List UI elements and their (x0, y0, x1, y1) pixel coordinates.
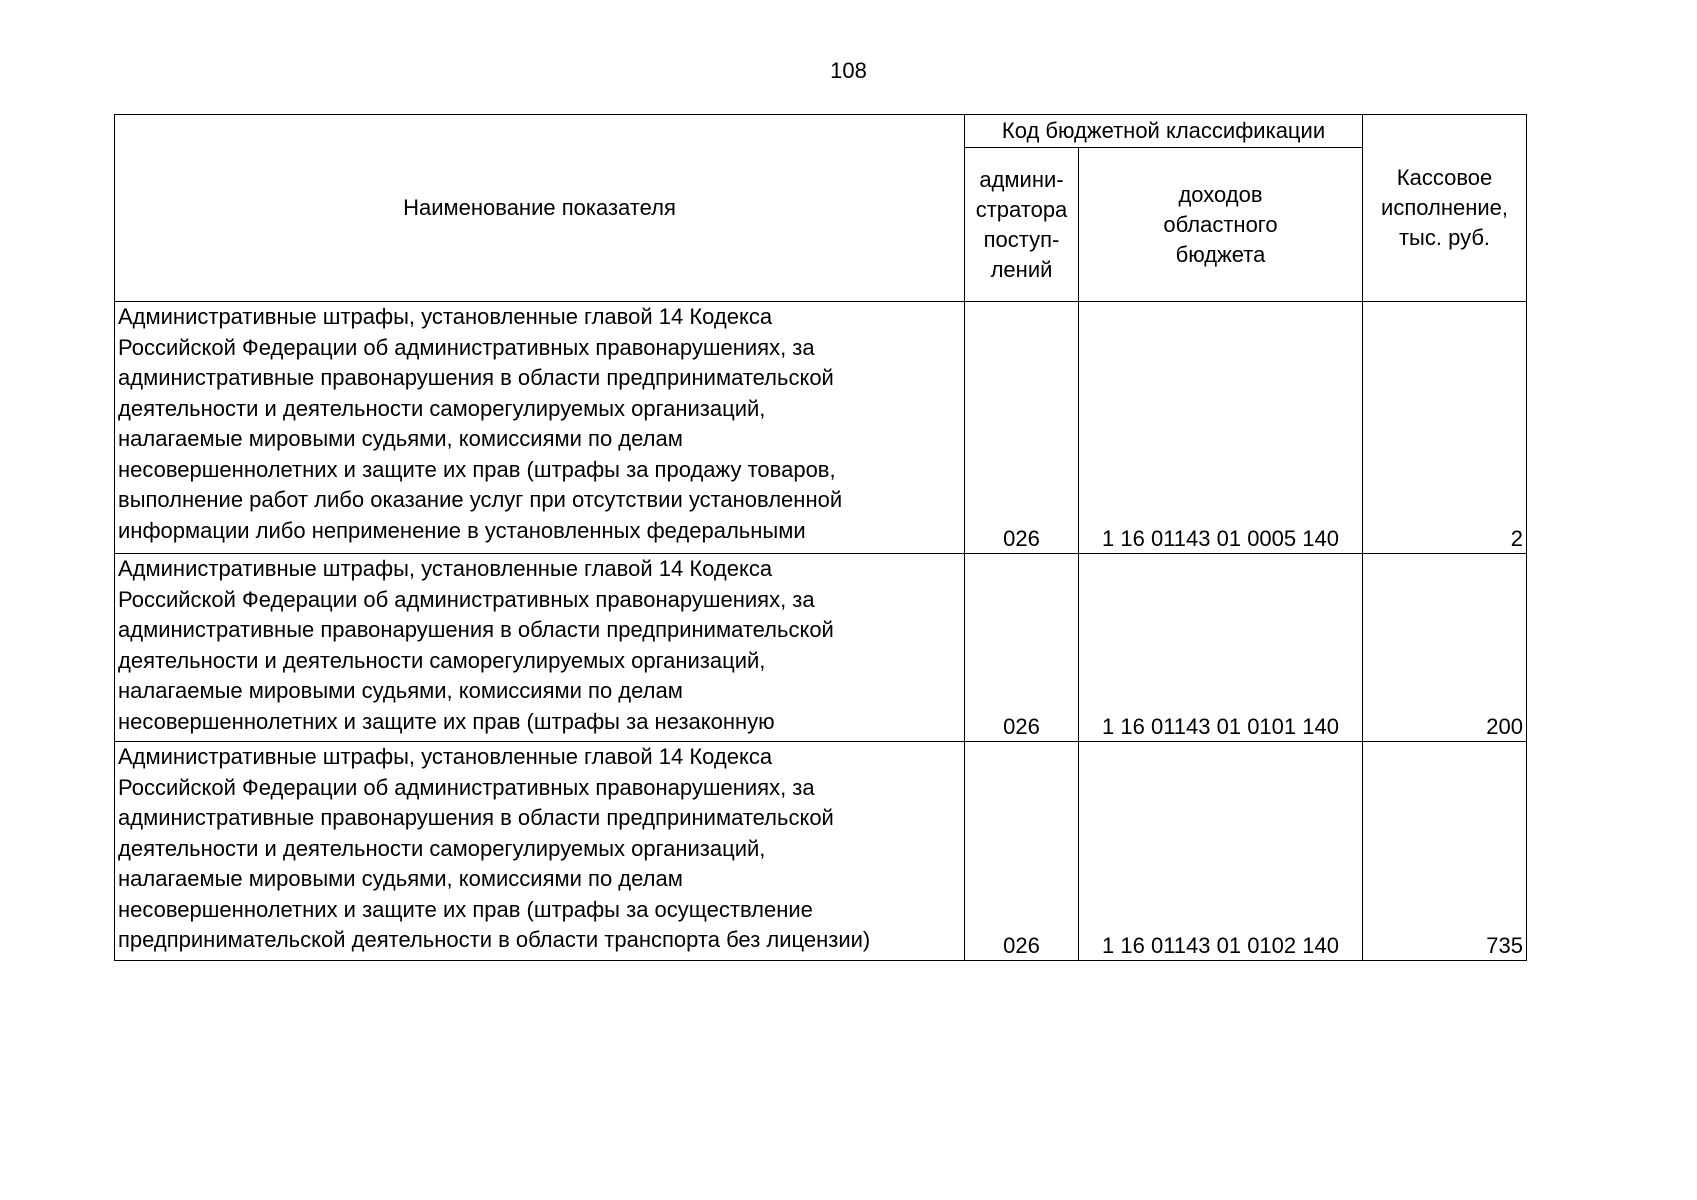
table-row (115, 302, 1527, 554)
row-execution-value: 200 (1363, 554, 1527, 742)
name-line: деятельности и деятельности саморегулируемых организаций, (118, 835, 766, 861)
name-line: Административные штрафы, установленные главой 14 Кодекса (118, 744, 773, 769)
name-line: Административные штрафы, установленные главой 14 Кодекса (118, 304, 773, 329)
row-admin-code: 026 (965, 742, 1079, 961)
name-line: несовершеннолетних и защите их прав (штрафы за осуществление (118, 896, 813, 922)
row-income-code: 1 16 01143 01 0102 140 (1079, 742, 1363, 961)
page-number: 108 (830, 58, 867, 83)
row-execution-value: 2 (1363, 302, 1527, 554)
row-income-code: 1 16 01143 01 0101 140 (1079, 554, 1363, 742)
name-line: несовершеннолетних и защите их прав (штрафы за продажу товаров, (118, 456, 836, 482)
header-code-group: Код бюджетной классификации (965, 115, 1363, 148)
header-income: доходов областного бюджета (1079, 148, 1363, 302)
name-line: Российской Федерации об административных правонарушениях, за (118, 774, 815, 800)
row-name (115, 302, 965, 554)
name-line: предпринимательской деятельности в области транспорта без лицензии) (118, 927, 871, 952)
header-name: Наименование показателя (115, 115, 965, 302)
name-line: налагаемые мировыми судьями, комиссиями по делам (118, 866, 683, 891)
name-line: административные правонарушения в области предпринимательской (118, 805, 834, 830)
header-execution: Кассовое исполнение, тыс. руб. (1363, 115, 1527, 302)
name-line: деятельности и деятельности саморегулируемых организаций, (118, 395, 766, 421)
name-line: несовершеннолетних и защите их прав (штрафы за незаконную (118, 708, 775, 734)
name-line: Административные штрафы, установленные главой 14 Кодекса (118, 556, 773, 581)
table-row (115, 742, 1527, 961)
header-admin: админи- стратора поступ- лений (965, 148, 1079, 302)
name-line: административные правонарушения в области предпринимательской (118, 617, 834, 642)
row-income-code: 1 16 01143 01 0005 140 (1079, 302, 1363, 554)
name-line: Российской Федерации об административных правонарушениях, за (118, 586, 815, 612)
header-row (115, 115, 1527, 148)
row-name (115, 554, 965, 742)
name-line: налагаемые мировыми судьями, комиссиями по делам (118, 426, 683, 451)
name-line: выполнение работ либо оказание услуг при отсутствии установленной (118, 487, 843, 512)
name-line: информации либо неприменение в установленных федеральными (118, 517, 806, 543)
name-line: Российской Федерации об административных правонарушениях, за (118, 334, 815, 360)
name-line: налагаемые мировыми судьями, комиссиями по делам (118, 678, 683, 703)
row-admin-code: 026 (965, 302, 1079, 554)
name-line: деятельности и деятельности саморегулируемых организаций, (118, 647, 766, 673)
budget-table (114, 114, 1527, 961)
name-line: административные правонарушения в области предпринимательской (118, 365, 834, 390)
table-row (115, 554, 1527, 742)
row-admin-code: 026 (965, 554, 1079, 742)
row-execution-value: 735 (1363, 742, 1527, 961)
row-name (115, 742, 965, 961)
